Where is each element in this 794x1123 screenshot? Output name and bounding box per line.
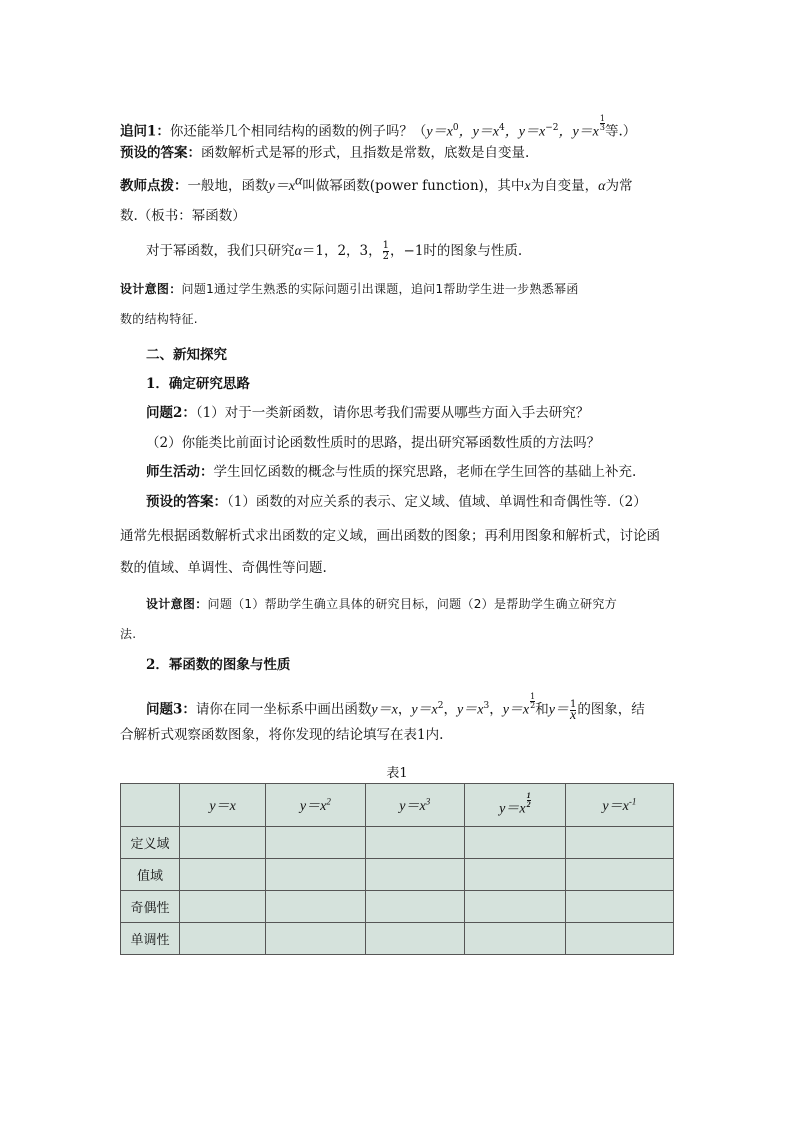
table-cell[interactable]: [266, 923, 365, 955]
table-cell[interactable]: [365, 859, 464, 891]
table-cell[interactable]: [464, 923, 565, 955]
table-cell[interactable]: [565, 891, 673, 923]
table-cell[interactable]: [266, 891, 365, 923]
table-cell[interactable]: [266, 827, 365, 859]
teacher-hint-line1: 教师点拨：一般地，函数$y=x^\alpha$叫做幂函数(power function)，其中x为自变量，α为常: [120, 173, 633, 194]
question-3-line1: 问题3：请你在同一坐标系中画出函数y＝x，$y=x^2$，$y=x^3$，y＝x $\frac{1}{2}$ 和y＝ $\frac{1}{x}$ 的图象，结: [146, 692, 645, 723]
table-corner-cell: [121, 784, 180, 827]
table-header-cell: y＝x: [180, 784, 266, 827]
fraction-one-over-x: $\frac{1}{x}$: [569, 698, 577, 723]
subsection-heading-2: 2．幂函数的图象与性质: [146, 657, 291, 673]
table-row: [121, 827, 674, 859]
table-cell[interactable]: [180, 827, 266, 859]
table-row: [121, 891, 674, 923]
table-row: [121, 923, 674, 955]
study-alpha-line: 对于幂函数，我们只研究α＝1，2，3， $\frac{1}{2}$ ，−1时的图象与性质.: [146, 240, 523, 262]
teacher-hint-line2: 数.（板书：幂函数）: [120, 208, 246, 224]
table-cell[interactable]: [565, 859, 673, 891]
section-heading: 二、新知探究: [146, 347, 227, 363]
table-cell[interactable]: [365, 891, 464, 923]
exponent-fraction: $\frac{1}{3}$: [599, 114, 605, 132]
table-cell[interactable]: [180, 923, 266, 955]
table-cell[interactable]: [565, 827, 673, 859]
row-label: 定义域: [121, 827, 180, 859]
preset-answer-2-line3: 数的值域、单调性、奇偶性等问题.: [120, 560, 327, 576]
table-cell[interactable]: [565, 923, 673, 955]
subsection-heading-1: 1．确定研究思路: [146, 376, 250, 392]
teacher-student-activity: 师生活动：学生回忆函数的概念与性质的探究思路，老师在学生回答的基础上补充.: [146, 464, 637, 480]
preset-answer-1: 预设的答案：函数解析式是幂的形式，且指数是常数，底数是自变量.: [120, 145, 530, 161]
exponent-fraction: $\frac{1}{2}$: [530, 692, 536, 710]
power-function-table: [120, 783, 674, 955]
row-label: 奇偶性: [121, 891, 180, 923]
preset-answer-2-line2: 通常先根据函数解析式求出函数的定义域，画出函数的图象；再利用图象和解析式，讨论函: [120, 528, 660, 544]
fraction-one-half: $\frac{1}{2}$: [382, 240, 390, 262]
row-label: 单调性: [121, 923, 180, 955]
table-cell[interactable]: [266, 859, 365, 891]
table-cell[interactable]: [180, 859, 266, 891]
exponent-fraction: $\frac{1}{2}$: [526, 791, 531, 810]
table-row: [121, 859, 674, 891]
question-2-line1: 问题2：（1）对于一类新函数，请你思考我们需要从哪些方面入手去研究？: [146, 405, 590, 421]
follow-up-1: 追问1：你还能举几个相同结构的函数的例子吗？（$y=x^0$，$y=x^4$，$y=x^{-2}$，y＝x $\frac{1}{3}$ 等.）: [120, 114, 637, 140]
preset-answer-2-line1: 预设的答案：（1）函数的对应关系的表示、定义域、值域、单调性和奇偶性等.（2）: [146, 494, 647, 510]
table-header-cell: $y=x^2$: [266, 784, 365, 827]
question-3-line2: 合解析式观察函数图象，将你发现的结论填写在表1内.: [120, 727, 444, 743]
table-header-row: [121, 784, 674, 827]
table-cell[interactable]: [464, 891, 565, 923]
design-intent-1-line2: 数的结构特征.: [120, 312, 198, 326]
table-cell[interactable]: [365, 923, 464, 955]
table-cell[interactable]: [180, 891, 266, 923]
row-label: 值域: [121, 859, 180, 891]
question-2-line2: （2）你能类比前面讨论函数性质时的思路，提出研究幂函数性质的方法吗？: [146, 435, 601, 451]
table-header-cell: y＝x $\frac{1}{2}$: [464, 784, 565, 827]
table-caption: 表1: [386, 766, 408, 781]
design-intent-2-line2: 法.: [120, 627, 137, 641]
table-cell[interactable]: [464, 859, 565, 891]
table-header-cell: $y=x^{-1}$: [565, 784, 673, 827]
table-cell[interactable]: [464, 827, 565, 859]
design-intent-2: 设计意图：问题（1）帮助学生确立具体的研究目标，问题（2）是帮助学生确立研究方: [146, 597, 617, 611]
table-header-cell: $y=x^3$: [365, 784, 464, 827]
design-intent-1: 设计意图：问题1通过学生熟悉的实际问题引出课题，追问1帮助学生进一步熟悉幂函: [120, 282, 579, 296]
table-cell[interactable]: [365, 827, 464, 859]
